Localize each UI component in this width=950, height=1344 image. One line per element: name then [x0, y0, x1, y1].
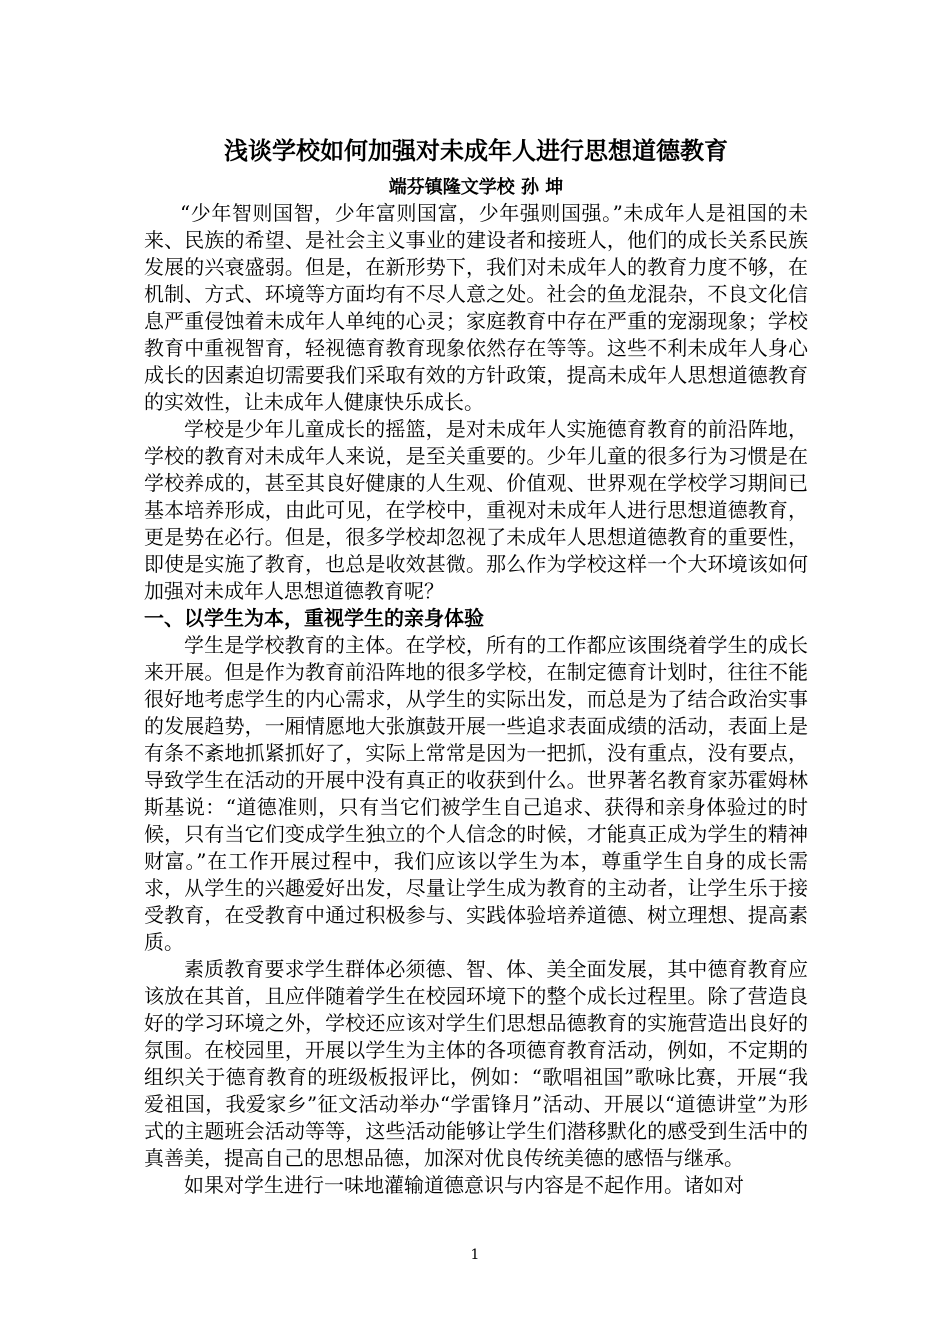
- document-title: 浅谈学校如何加强对未成年人进行思想道德教育: [224, 137, 728, 165]
- intro-paragraph-1: “少年智则国智，少年富则国富，少年强则国强。”未成年人是祖国的未来、民族的希望、是社会主义事业的建设者和接班人，他们的成长关系民族发展的兴衰盛弱。但是，在新形势下，我们对未成年人的教育力度不够，在机制、方式、环境等方面均有不尽人意之处。社会的鱼龙混杂，不良文化信息严重侵蚀着未成年人单纯的心灵；家庭教育中存在严重的宠溺现象；学校教育中重视智育，轻视德育教育现象依然存在等等。这些不利未成年人身心成长的因素迫切需要我们采取有效的方针政策，提高未成年人思想道德教育的实效性，让未成年人健康快乐成长。: [144, 201, 808, 414]
- section-paragraph-1: 学生是学校教育的主体。在学校，所有的工作都应该围绕着学生的成长来开展。但是作为教育前沿阵地的很多学校，在制定德育计划时，往往不能很好地考虑学生的内心需求，从学生的实际出发，而总是为了结合政治实事的发展趋势，一厢情愿地大张旗鼓开展一些追求表面成绩的活动，表面上是有条不紊地抓紧抓好了，实际上常常是因为一把抓，没有重点，没有要点，导致学生在活动的开展中没有真正的收获到什么。世界著名教育家苏霍姆林斯基说：“道德准则，只有当它们被学生自己追求、获得和亲身体验过的时候，只有当它们变成学生独立的个人信念的时候，才能真正成为学生的精神财富。”在工作开展过程中，我们应该以学生为本，尊重学生自身的成长需求，从学生的兴趣爱好出发，尽量让学生成为教育的主动者，让学生乐于接受教育，在受教育中通过积极参与、实践体验培养道德、树立理想、提高素质。: [144, 633, 808, 954]
- section-paragraph-2: 素质教育要求学生群体必须德、智、体、美全面发展，其中德育教育应该放在其首，且应伴随着学生在校园环境下的整个成长过程里。除了营造良好的学习环境之外，学校还应该对学生们思想品德教育的实施营造出良好的氛围。在校园里，开展以学生为主体的各项德育教育活动，例如，不定期的组织关于德育教育的班级板报评比，例如：“歌唱祖国”歌咏比赛，开展“我爱祖国，我爱家乡”征文活动举办“学雷锋月”活动、开展以“道德讲堂”为形式的主题班会活动等等，这些活动能够让学生们潜移默化的感受到生活中的真善美，提高自己的思想品德，加深对优良传统美德的感悟与继承。: [144, 957, 808, 1170]
- page-number: 1: [470, 1247, 480, 1263]
- section-paragraph-3: 如果对学生进行一味地灌输道德意识与内容是不起作用。诸如对: [184, 1173, 744, 1197]
- section-heading: 一、以学生为本，重视学生的亲身体验: [144, 606, 484, 630]
- document-body: [144, 136, 808, 1199]
- intro-paragraph-2: 学校是少年儿童成长的摇篮，是对未成年人实施德育教育的前沿阵地，学校的教育对未成年人来说，是至关重要的。少年儿童的很多行为习惯是在学校养成的，甚至其良好健康的人生观、价值观、世界观在学校学习期间已基本培养形成，由此可见，在学校中，重视对未成年人进行思想道德教育，更是势在必行。但是，很多学校却忽视了未成年人思想道德教育的重要性，即使是实施了教育，也总是收效甚微。那么作为学校这样一个大环境该如何加强对未成年人思想道德教育呢？: [144, 417, 808, 603]
- author-byline: 端芬镇隆文学校 孙 坤: [388, 177, 564, 198]
